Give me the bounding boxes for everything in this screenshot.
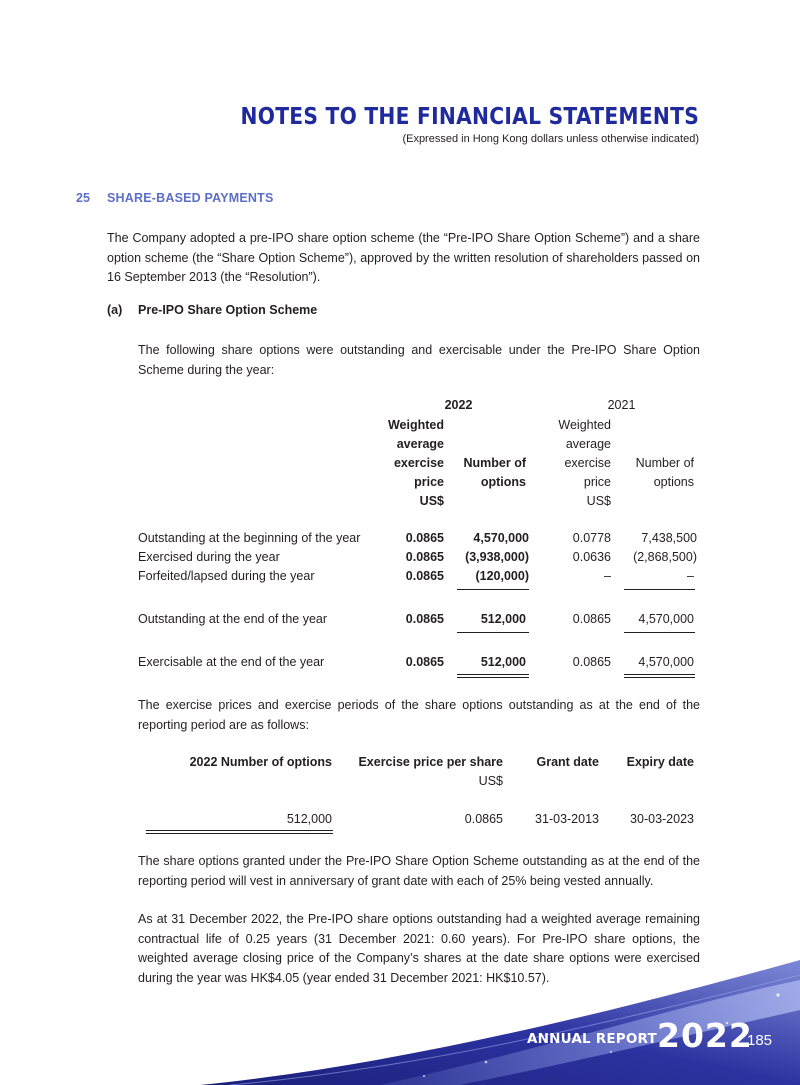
wa-price-2022-header-line1: Weighted bbox=[387, 418, 444, 432]
header-exercise-price: Exercise price per share bbox=[358, 755, 503, 769]
table-cell-price-2022: 0.0865 bbox=[405, 569, 444, 583]
table-cell-exercise-price: 0.0865 bbox=[464, 812, 503, 826]
table-cell-options-2021: 4,570,000 bbox=[638, 655, 694, 669]
table-cell-options-2022: 4,570,000 bbox=[473, 531, 529, 545]
footer-report-label: ANNUAL REPORT bbox=[527, 1031, 657, 1047]
table-cell-options-2022: (3,938,000) bbox=[465, 550, 529, 564]
table-row-label: Exercisable at the end of the year bbox=[138, 655, 325, 669]
num-options-2021-header-line2: options bbox=[653, 475, 694, 489]
table-cell-options: 512,000 bbox=[286, 812, 332, 826]
year-2021-header: 2021 bbox=[607, 398, 636, 412]
total-rule-2022 bbox=[457, 632, 529, 633]
double-rule-2022-bottom bbox=[457, 677, 529, 678]
wa-price-2021-header-line3: exercise bbox=[564, 456, 611, 470]
table-cell-expiry-date: 30-03-2023 bbox=[630, 812, 694, 826]
vesting-paragraph: The share options granted under the Pre-IPO Share Option Scheme outstanding as at the end of the reporting period will vest in anniversary of grant date with each of 25% being vested annually. bbox=[138, 854, 700, 888]
wa-price-2021-header-line4: price bbox=[583, 475, 611, 489]
header-number-of-options: 2022 Number of options bbox=[189, 755, 332, 769]
table-cell-grant-date: 31-03-2013 bbox=[535, 812, 599, 826]
section-number: 25 bbox=[76, 191, 90, 205]
double-rule-2021-bottom bbox=[624, 677, 695, 678]
double-rule-bottom bbox=[146, 833, 333, 834]
table-cell-options-2021: (2,868,500) bbox=[633, 550, 697, 564]
header-exercise-price-unit: US$ bbox=[478, 774, 503, 788]
table-cell-options-2022: (120,000) bbox=[475, 569, 529, 583]
table-cell-price-2022: 0.0865 bbox=[405, 655, 444, 669]
header-expiry-date: Expiry date bbox=[626, 755, 694, 769]
subsection-label: (a) bbox=[107, 303, 123, 317]
num-options-2021-header-line1: Number of bbox=[635, 456, 694, 470]
table-row-label: Exercised during the year bbox=[138, 550, 280, 564]
table-cell-price-2022: 0.0865 bbox=[405, 531, 444, 545]
table-row-label: Outstanding at the beginning of the year bbox=[138, 531, 361, 545]
table-cell-price-2021: 0.0636 bbox=[572, 550, 611, 564]
year-2022-header: 2022 bbox=[444, 398, 473, 412]
subtotal-rule-2021 bbox=[624, 589, 695, 590]
wa-price-2022-header-line3: exercise bbox=[393, 456, 444, 470]
num-options-2022-header-line2: options bbox=[480, 475, 526, 489]
table-row-label: Outstanding at the end of the year bbox=[138, 612, 328, 626]
wa-price-2022-header-line4: price bbox=[414, 475, 444, 489]
table-row-label: Forfeited/lapsed during the year bbox=[138, 569, 315, 583]
table-cell-options-2022: 512,000 bbox=[480, 655, 526, 669]
wa-price-2021-header-line2: average bbox=[565, 437, 611, 451]
section-intro-paragraph: The Company adopted a pre-IPO share option scheme (the “Pre-IPO Share Option Scheme”) and a share option scheme (the “Share Option Scheme”), approved by the written resolution of shareholders passed on 16 September 2013 (the “Resolution”). bbox=[107, 231, 700, 284]
double-rule-2021-top bbox=[624, 674, 695, 675]
subsection-title: Pre-IPO Share Option Scheme bbox=[138, 303, 318, 317]
table-cell-options-2021: – bbox=[687, 569, 694, 583]
page-number: 185 bbox=[747, 1032, 773, 1049]
table-cell-options-2021: 4,570,000 bbox=[638, 612, 694, 626]
double-rule-top bbox=[146, 830, 333, 831]
num-options-2022-header-line1: Number of bbox=[463, 456, 526, 470]
section-title: SHARE-BASED PAYMENTS bbox=[107, 191, 274, 205]
table-cell-price-2022: 0.0865 bbox=[405, 612, 444, 626]
wa-price-2022-header-line2: average bbox=[396, 437, 444, 451]
footer-year: 2022 bbox=[657, 1016, 753, 1055]
contractual-life-paragraph: As at 31 December 2022, the Pre-IPO share options outstanding had a weighted average remaining contractual life of 0.25 years (31 December 2021: 0.60 years). For Pre-IPO share options, the weighted average closing price of the Company’s shares at the date share options were exercised during the year was HK$4.05 (year ended 31 December 2021: HK$10.57). bbox=[138, 912, 700, 985]
table-cell-options-2021: 7,438,500 bbox=[641, 531, 697, 545]
header-grant-date: Grant date bbox=[536, 755, 599, 769]
wa-price-2021-header-line5: US$ bbox=[586, 494, 611, 508]
table-cell-price-2021: 0.0778 bbox=[572, 531, 611, 545]
page-subtitle: (Expressed in Hong Kong dollars unless otherwise indicated) bbox=[402, 133, 699, 145]
total-rule-2021 bbox=[624, 632, 695, 633]
table-cell-price-2022: 0.0865 bbox=[405, 550, 444, 564]
table-cell-price-2021: 0.0865 bbox=[572, 612, 611, 626]
wa-price-2022-header-line5: US$ bbox=[419, 494, 444, 508]
table-cell-options-2022: 512,000 bbox=[480, 612, 526, 626]
page-title: NOTES TO THE FINANCIAL STATEMENTS bbox=[240, 104, 699, 130]
wa-price-2021-header-line1: Weighted bbox=[558, 418, 611, 432]
subtotal-rule-2022 bbox=[457, 589, 529, 590]
double-rule-2022-top bbox=[457, 674, 529, 675]
table-cell-price-2021: 0.0865 bbox=[572, 655, 611, 669]
table-cell-price-2021: – bbox=[604, 569, 611, 583]
subsection-intro-paragraph: The following share options were outstanding and exercisable under the Pre-IPO Share Option Scheme during the year: bbox=[138, 343, 700, 377]
exercise-prices-paragraph: The exercise prices and exercise periods of the share options outstanding as at the end of the reporting period are as follows: bbox=[138, 698, 700, 732]
